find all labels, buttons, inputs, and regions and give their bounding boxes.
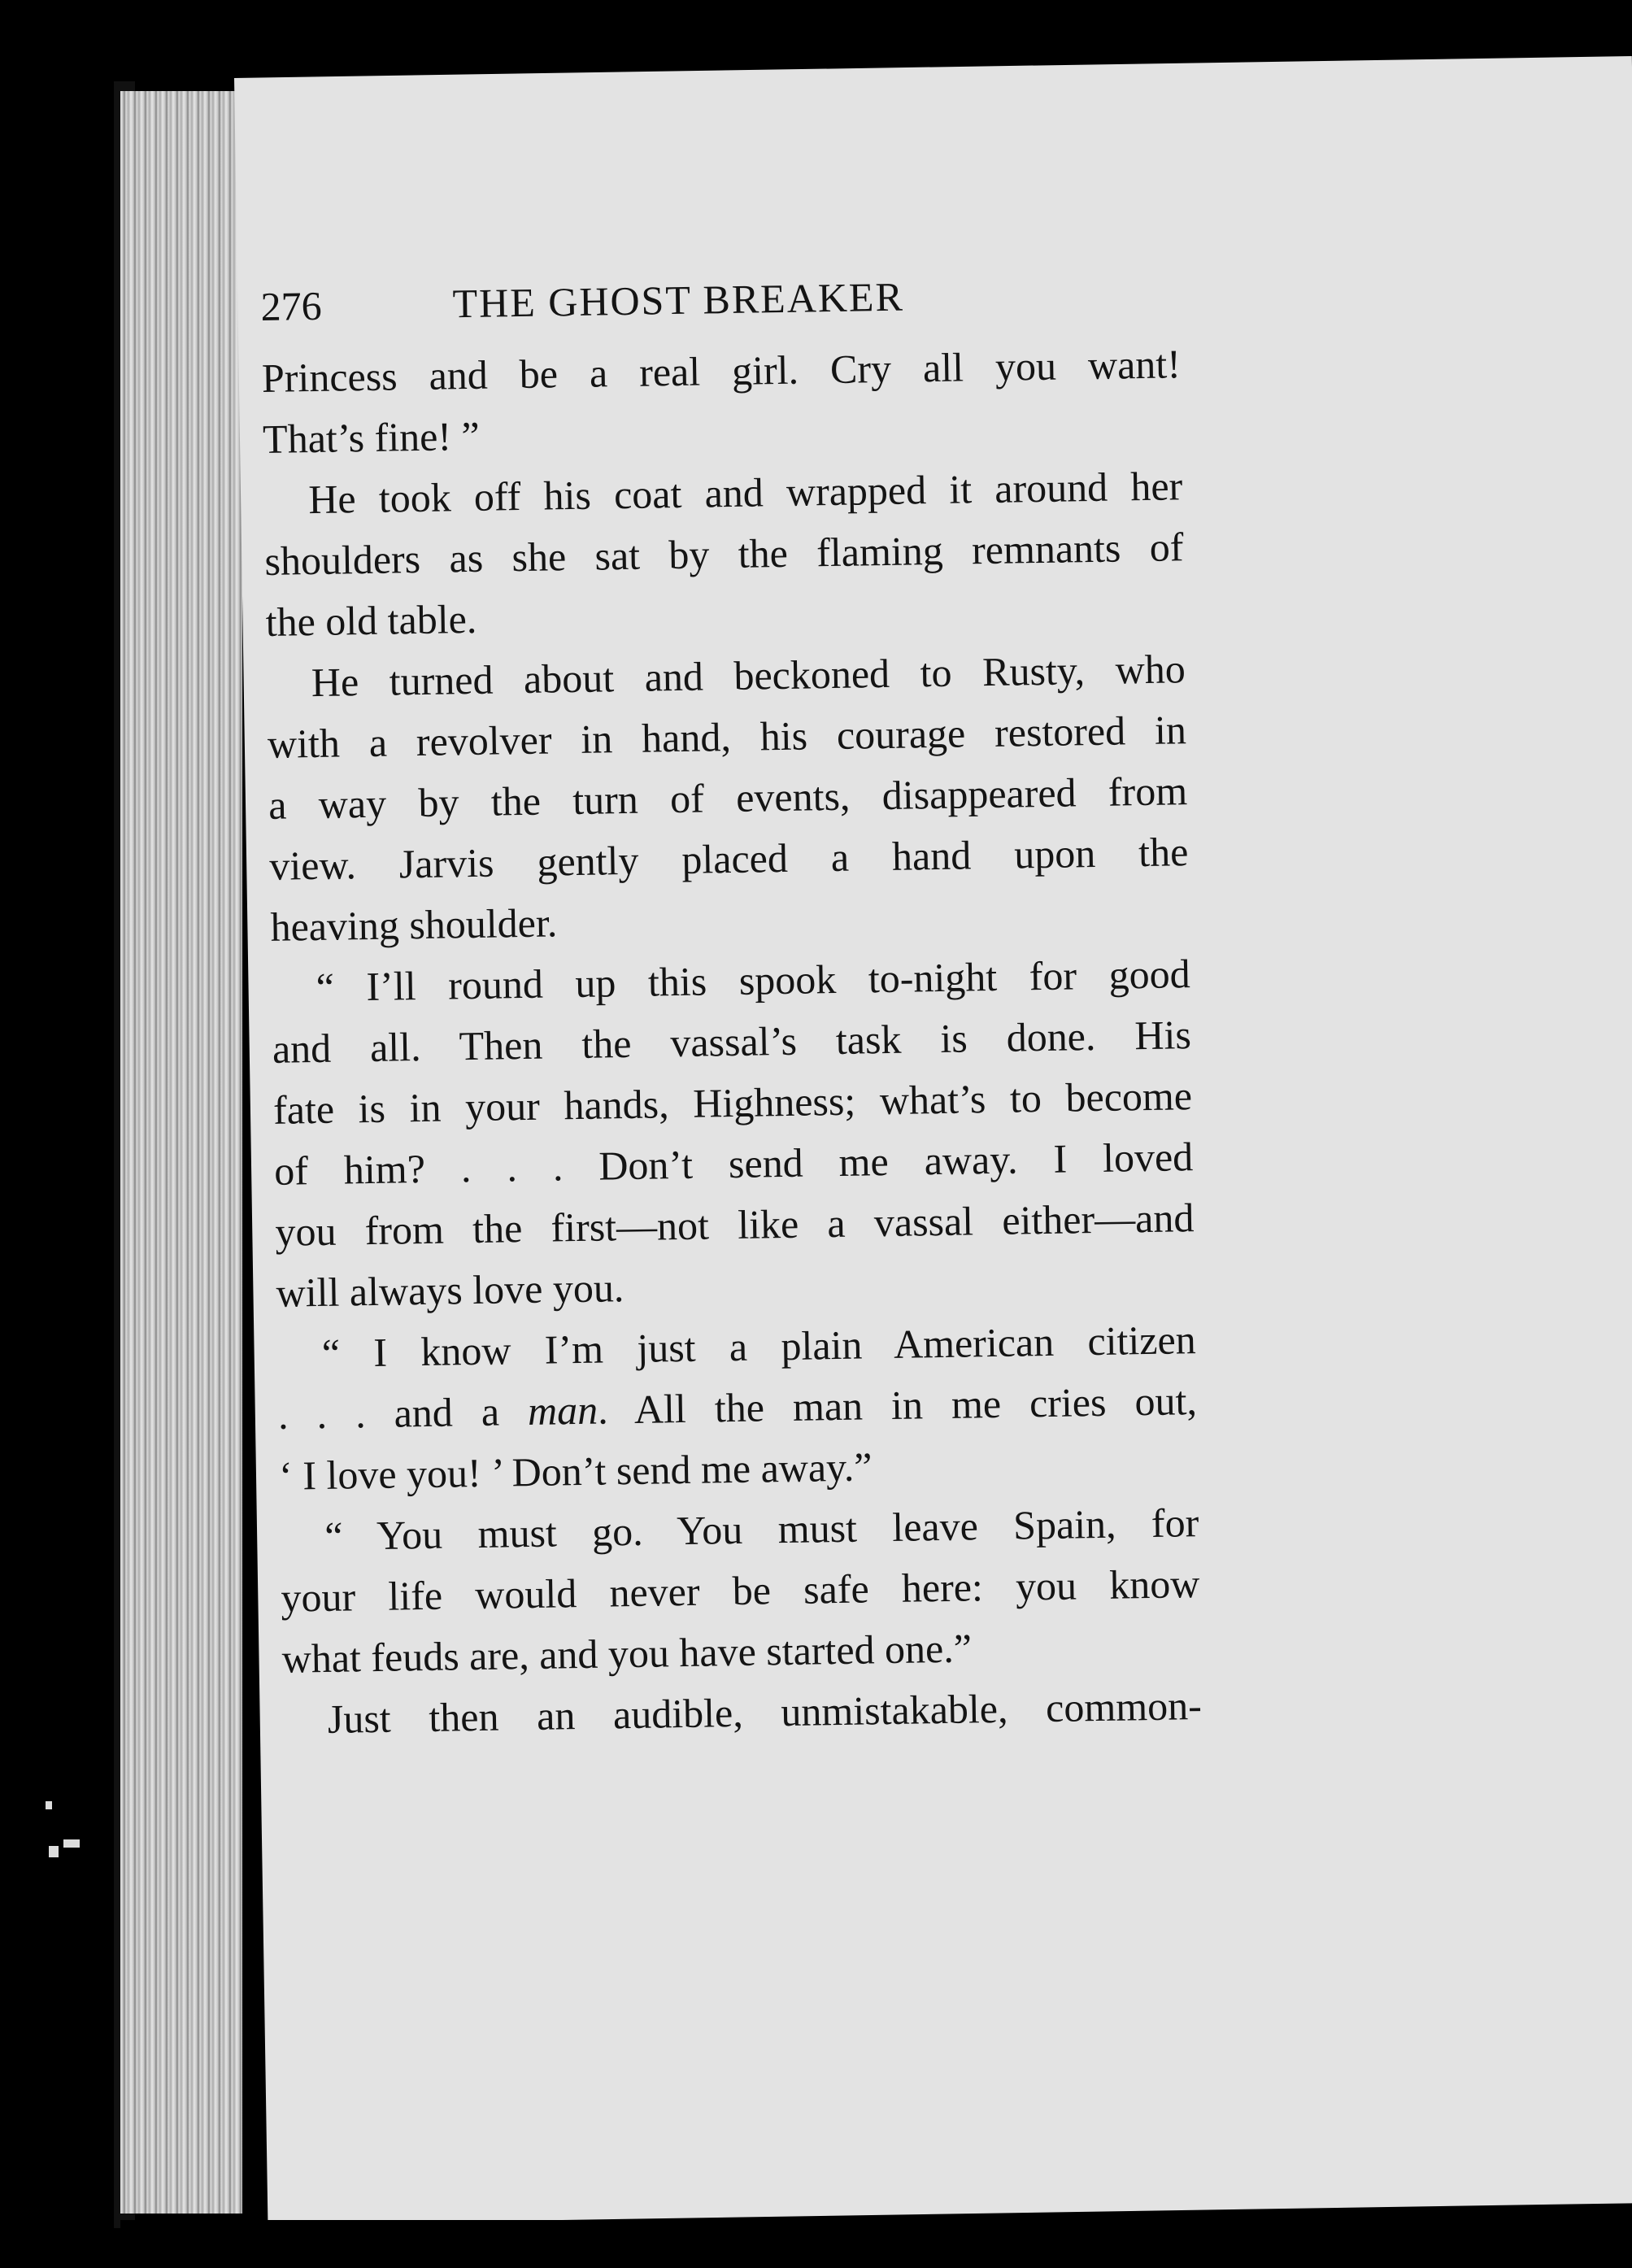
page-text (260, 258, 1462, 1751)
text-line: “ You must go. You must leave Spain, for (324, 1500, 1199, 1559)
text-segment: . . . and a (277, 1388, 529, 1438)
scan-artifact (63, 1839, 80, 1848)
text-line: ‘ I love you! ’ Don’t send me away.” (278, 1443, 873, 1499)
text-line: Just then an audible, unmistakable, common- (327, 1682, 1203, 1742)
page-edges (120, 91, 242, 2214)
text-line: will always love you. (276, 1265, 625, 1316)
running-title: THE GHOST BREAKER (452, 273, 905, 327)
text-line: He took off his coat and wrapped it around her (307, 463, 1183, 523)
text-line: a way by the turn of events, disappeared from (268, 768, 1188, 828)
bottom-border (120, 2220, 1632, 2268)
text-line: of him? . . . Don’t send me away. I loved (273, 1134, 1194, 1194)
text-line: Princess and be a real girl. Cry all you want! (261, 341, 1182, 401)
page-number: 276 (260, 282, 323, 329)
text-line: your life would never be safe here: you know (281, 1561, 1200, 1621)
text-line: the old table. (265, 595, 477, 645)
text-line: shoulders as she sat by the flaming remnants of (264, 524, 1184, 584)
text-line: what feuds are, and you have started one.” (281, 1625, 973, 1682)
emphasized-word: man (527, 1386, 598, 1434)
text-line: fate is in your hands, Highness; what’s to become (272, 1073, 1193, 1133)
text-line: He turned about and beckoned to Rusty, who (311, 646, 1186, 706)
text-line: “ I know I’m just a plain American citizen (321, 1317, 1197, 1376)
text-line: and all. Then the vassal’s task is done. His (272, 1012, 1192, 1072)
scan-artifact (49, 1846, 59, 1857)
scan-artifact (46, 1801, 52, 1809)
text-line: “ I’ll round up this spook to-night for good (316, 951, 1191, 1011)
text-line: with a revolver in hand, his courage restored in (267, 707, 1187, 767)
text-segment: . All the man in me cries out, (597, 1378, 1198, 1433)
text-line: you from the first—not like a vassal either—and (275, 1195, 1195, 1255)
text-line: heaving shoulder. (270, 899, 558, 950)
text-line: view. Jarvis gently placed a hand upon the (268, 829, 1189, 889)
text-line: That’s fine! ” (262, 412, 481, 462)
